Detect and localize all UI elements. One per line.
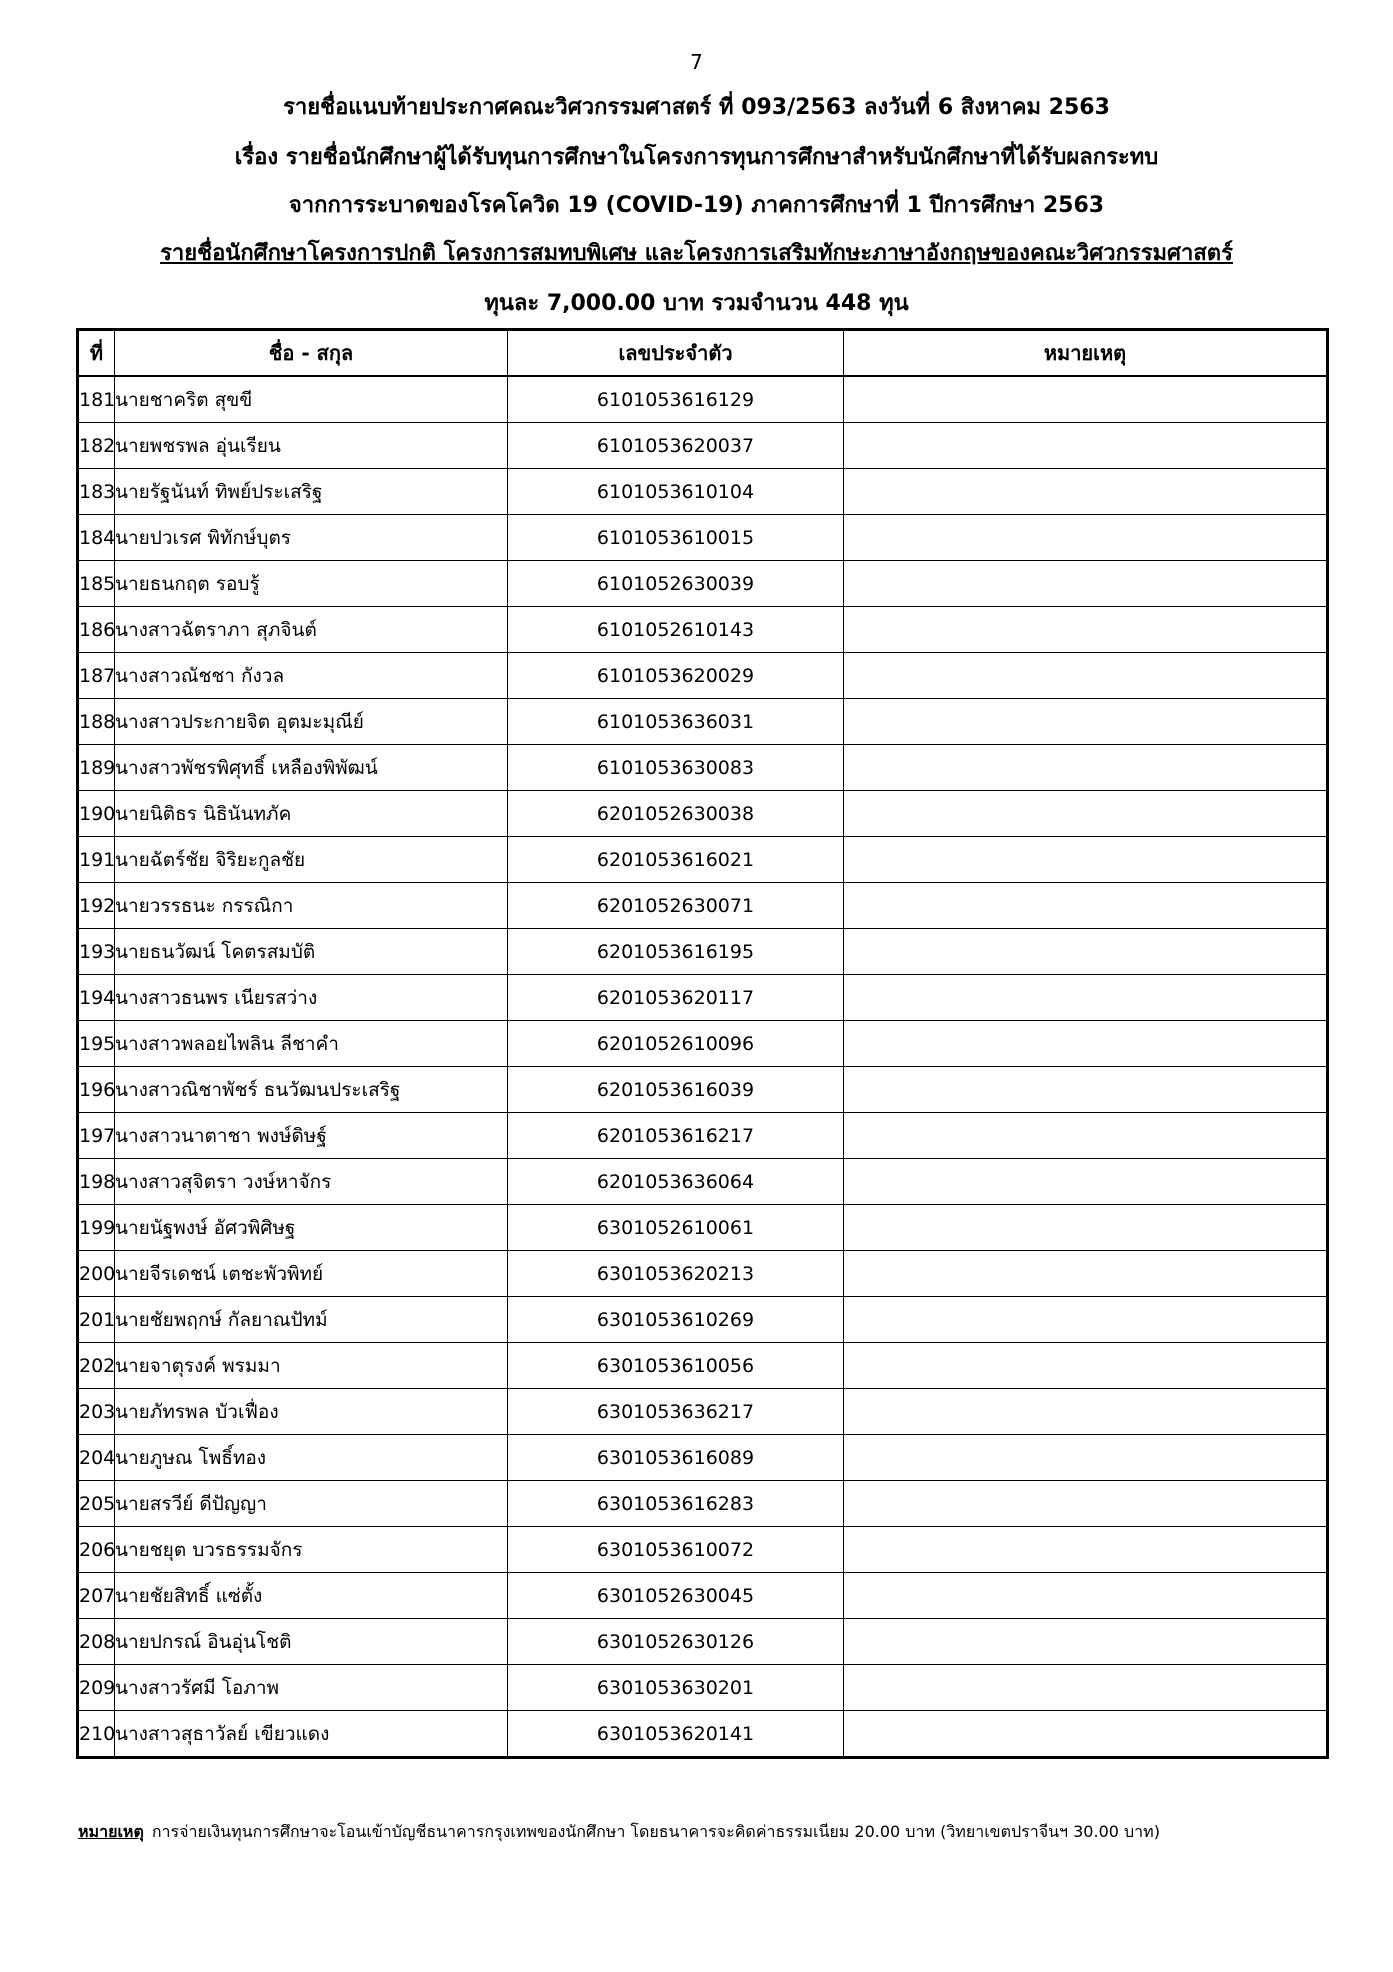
table-row	[78, 699, 1328, 745]
table-row	[78, 376, 1328, 423]
remark-cell	[844, 837, 1328, 883]
row-number: 206	[78, 1527, 115, 1573]
page-number: 7	[690, 50, 703, 74]
student-name: นางสาวพัชรพิศุทธิ์ เหลืองพิพัฒน์	[115, 745, 508, 791]
student-name: นางสาวนาตาชา พงษ์ดิษฐ์	[115, 1113, 508, 1159]
row-number: 193	[78, 929, 115, 975]
scholarship-roster-table	[76, 328, 1329, 1759]
remark-cell	[844, 1711, 1328, 1758]
row-number: 192	[78, 883, 115, 929]
row-number: 188	[78, 699, 115, 745]
remark-cell	[844, 1067, 1328, 1113]
student-id: 6101053610015	[508, 515, 844, 561]
student-name: นายนัฐพงษ์ อัศวพิศิษฐ	[115, 1205, 508, 1251]
student-id: 6301053616283	[508, 1481, 844, 1527]
student-id: 6201053616195	[508, 929, 844, 975]
student-id: 6201052630071	[508, 883, 844, 929]
table-row	[78, 745, 1328, 791]
student-id: 6101053616129	[508, 376, 844, 423]
student-id: 6201053636064	[508, 1159, 844, 1205]
table-row	[78, 1481, 1328, 1527]
remark-cell	[844, 653, 1328, 699]
row-number: 191	[78, 837, 115, 883]
column-header-student-id: เลขประจำตัว	[508, 330, 844, 377]
table-row	[78, 1527, 1328, 1573]
student-id: 6101053636031	[508, 699, 844, 745]
student-id: 6101053620037	[508, 423, 844, 469]
student-id: 6301053610056	[508, 1343, 844, 1389]
row-number: 197	[78, 1113, 115, 1159]
remark-cell	[844, 1113, 1328, 1159]
student-name: นายปวเรศ พิทักษ์บุตร	[115, 515, 508, 561]
table-row	[78, 1435, 1328, 1481]
column-header-no: ที่	[78, 330, 115, 377]
table-row	[78, 929, 1328, 975]
student-name: นายรัฐนันท์ ทิพย์ประเสริฐ	[115, 469, 508, 515]
column-header-remark: หมายเหตุ	[844, 330, 1328, 377]
row-number: 201	[78, 1297, 115, 1343]
student-name: นายวรรธนะ กรรณิกา	[115, 883, 508, 929]
student-name: นายชยุต บวรธรรมจักร	[115, 1527, 508, 1573]
table-row	[78, 469, 1328, 515]
student-name: นางสาวสุธาวัลย์ เขียวแดง	[115, 1711, 508, 1758]
row-number: 195	[78, 1021, 115, 1067]
remark-cell	[844, 1343, 1328, 1389]
student-id: 6301052610061	[508, 1205, 844, 1251]
row-number: 184	[78, 515, 115, 561]
remark-cell	[844, 423, 1328, 469]
student-name: นายธนกฤต รอบรู้	[115, 561, 508, 607]
student-id: 6201053616039	[508, 1067, 844, 1113]
row-number: 187	[78, 653, 115, 699]
announcement-subject-continued: จากการระบาดของโรคโควิด 19 (COVID-19) ภาคการศึกษาที่ 1 ปีการศึกษา 2563	[288, 193, 1105, 218]
remark-cell	[844, 699, 1328, 745]
column-header-name: ชื่อ - สกุล	[115, 330, 508, 377]
remark-cell	[844, 469, 1328, 515]
student-name: นางสาวรัศมี โอภาพ	[115, 1665, 508, 1711]
remark-cell	[844, 607, 1328, 653]
table-row	[78, 1389, 1328, 1435]
row-number: 203	[78, 1389, 115, 1435]
student-name: นายนิติธร นิธินันทภัค	[115, 791, 508, 837]
table-row	[78, 1205, 1328, 1251]
scholarship-amount: ทุนละ 7,000.00 บาท รวมจำนวน 448 ทุน	[484, 291, 909, 316]
remark-cell	[844, 975, 1328, 1021]
table-row	[78, 1113, 1328, 1159]
remark-cell	[844, 1665, 1328, 1711]
footnote-label: หมายเหตุ	[78, 1822, 144, 1841]
table-row	[78, 975, 1328, 1021]
row-number: 189	[78, 745, 115, 791]
remark-cell	[844, 515, 1328, 561]
student-id: 6301053636217	[508, 1389, 844, 1435]
student-id: 6101053630083	[508, 745, 844, 791]
student-name: นางสาวณัชชา กังวล	[115, 653, 508, 699]
row-number: 181	[78, 376, 115, 423]
remark-cell	[844, 376, 1328, 423]
student-name: นายพชรพล อุ่นเรียน	[115, 423, 508, 469]
table-row	[78, 1711, 1328, 1758]
row-number: 202	[78, 1343, 115, 1389]
announcement-title: รายชื่อแนบท้ายประกาศคณะวิศวกรรมศาสตร์ ที่ 093/2563 ลงวันที่ 6 สิงหาคม 2563	[283, 95, 1110, 120]
remark-cell	[844, 1389, 1328, 1435]
table-row	[78, 607, 1328, 653]
table-row	[78, 1297, 1328, 1343]
table-row	[78, 1665, 1328, 1711]
announcement-subject: เรื่อง รายชื่อนักศึกษาผู้ได้รับทุนการศึกษาในโครงการทุนการศึกษาสำหรับนักศึกษาที่ได้รับผลกระทบ	[234, 145, 1159, 170]
student-name: นางสาวสุจิตรา วงษ์หาจักร	[115, 1159, 508, 1205]
row-number: 186	[78, 607, 115, 653]
student-id: 6301053620213	[508, 1251, 844, 1297]
remark-cell	[844, 1573, 1328, 1619]
student-name: นางสาวพลอยไพลิน ลีชาคำ	[115, 1021, 508, 1067]
remark-cell	[844, 1435, 1328, 1481]
table-row	[78, 653, 1328, 699]
table-row	[78, 883, 1328, 929]
student-name: นายฉัตร์ชัย จิริยะกูลชัย	[115, 837, 508, 883]
remark-cell	[844, 1159, 1328, 1205]
row-number: 190	[78, 791, 115, 837]
student-id: 6301053616089	[508, 1435, 844, 1481]
row-number: 196	[78, 1067, 115, 1113]
student-id: 6101053620029	[508, 653, 844, 699]
student-name: นายธนวัฒน์ โคตรสมบัติ	[115, 929, 508, 975]
student-id: 6101052630039	[508, 561, 844, 607]
table-row	[78, 1067, 1328, 1113]
student-id: 6301052630126	[508, 1619, 844, 1665]
table-row	[78, 561, 1328, 607]
student-id: 6101053610104	[508, 469, 844, 515]
row-number: 207	[78, 1573, 115, 1619]
student-name: นายจาตุรงค์ พรมมา	[115, 1343, 508, 1389]
row-number: 199	[78, 1205, 115, 1251]
student-name: นางสาวฉัตราภา สุภจินต์	[115, 607, 508, 653]
remark-cell	[844, 1297, 1328, 1343]
student-name: นายภูษณ โพธิ์ทอง	[115, 1435, 508, 1481]
table-row	[78, 1251, 1328, 1297]
remark-cell	[844, 1021, 1328, 1067]
student-name: นางสาวธนพร เนียรสว่าง	[115, 975, 508, 1021]
student-name: นางสาวณิชาพัชร์ ธนวัฒนประเสริฐ	[115, 1067, 508, 1113]
student-name: นางสาวประกายจิต อุตมะมุณีย์	[115, 699, 508, 745]
student-id: 6301053630201	[508, 1665, 844, 1711]
row-number: 182	[78, 423, 115, 469]
table-row	[78, 1343, 1328, 1389]
footnote-text: การจ่ายเงินทุนการศึกษาจะโอนเข้าบัญชีธนาคารกรุงเทพของนักศึกษา โดยธนาคารจะคิดค่าธรรมเนียม 20.00 บาท (วิทยาเขตปราจีนฯ 30.00 บาท)	[151, 1822, 1160, 1841]
table-row	[78, 1573, 1328, 1619]
row-number: 200	[78, 1251, 115, 1297]
row-number: 204	[78, 1435, 115, 1481]
table-row	[78, 791, 1328, 837]
student-name: นายภัทรพล บัวเฟื่อง	[115, 1389, 508, 1435]
student-id: 6201053616021	[508, 837, 844, 883]
student-id: 6101052610143	[508, 607, 844, 653]
remark-cell	[844, 1527, 1328, 1573]
student-id: 6301053610072	[508, 1527, 844, 1573]
row-number: 208	[78, 1619, 115, 1665]
table-header-row	[78, 330, 1328, 377]
student-id: 6301053610269	[508, 1297, 844, 1343]
remark-cell	[844, 1619, 1328, 1665]
table-body	[78, 376, 1328, 1758]
remark-cell	[844, 929, 1328, 975]
table-row	[78, 1159, 1328, 1205]
student-name: นายปกรณ์ อินอุ่นโชติ	[115, 1619, 508, 1665]
row-number: 209	[78, 1665, 115, 1711]
student-group-title: รายชื่อนักศึกษาโครงการปกติ โครงการสมทบพิเศษ และโครงการเสริมทักษะภาษาอังกฤษของคณะวิศวกรรมศาสตร์	[160, 241, 1233, 266]
table-row	[78, 423, 1328, 469]
table-row	[78, 1021, 1328, 1067]
footnote	[78, 1820, 1338, 1845]
remark-cell	[844, 883, 1328, 929]
row-number: 205	[78, 1481, 115, 1527]
row-number: 183	[78, 469, 115, 515]
student-name: นายชัยพฤกษ์ กัลยาณปัทม์	[115, 1297, 508, 1343]
student-id: 6201052610096	[508, 1021, 844, 1067]
row-number: 194	[78, 975, 115, 1021]
student-name: นายชาคริต สุขขี	[115, 376, 508, 423]
row-number: 198	[78, 1159, 115, 1205]
student-name: นายสรวีย์ ดีปัญญา	[115, 1481, 508, 1527]
student-id: 6301052630045	[508, 1573, 844, 1619]
student-name: นายจีรเดชน์ เตชะพัวพิทย์	[115, 1251, 508, 1297]
remark-cell	[844, 745, 1328, 791]
remark-cell	[844, 1205, 1328, 1251]
table-row	[78, 1619, 1328, 1665]
row-number: 185	[78, 561, 115, 607]
student-id: 6201053616217	[508, 1113, 844, 1159]
table-row	[78, 837, 1328, 883]
student-name: นายชัยสิทธิ์ แซ่ตั้ง	[115, 1573, 508, 1619]
remark-cell	[844, 791, 1328, 837]
remark-cell	[844, 1251, 1328, 1297]
student-id: 6201053620117	[508, 975, 844, 1021]
remark-cell	[844, 1481, 1328, 1527]
table-row	[78, 515, 1328, 561]
remark-cell	[844, 561, 1328, 607]
row-number: 210	[78, 1711, 115, 1758]
student-id: 6201052630038	[508, 791, 844, 837]
student-id: 6301053620141	[508, 1711, 844, 1758]
